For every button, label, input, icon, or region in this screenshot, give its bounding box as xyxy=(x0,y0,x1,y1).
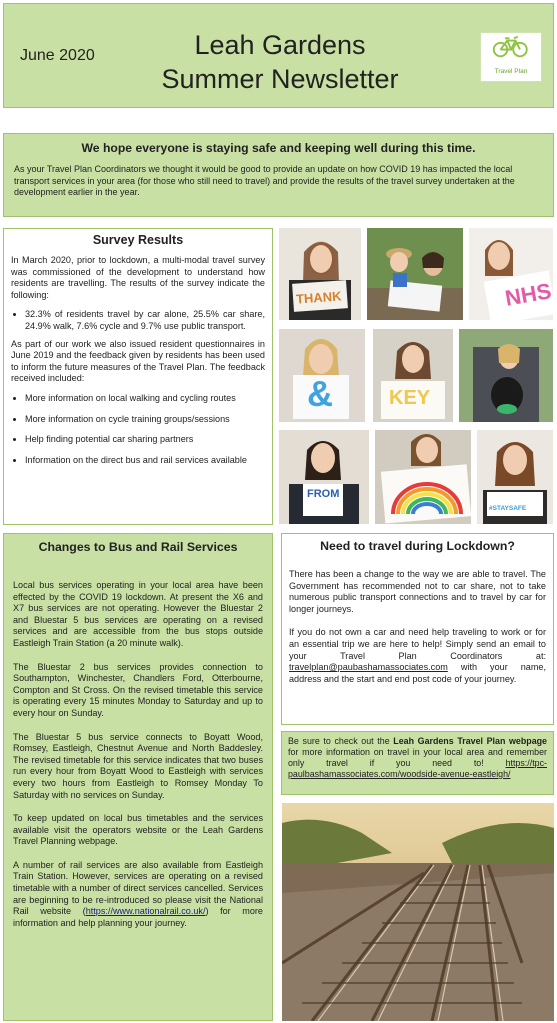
survey-stats: • 32.3% of residents travel by car alone, 25.5% car share, 24.9% walk, 7.6% cycle and 9.7% use public transport. xyxy=(25,309,265,332)
lockdown-help-after: with your name, address and the start and end post code of your journey. xyxy=(289,662,546,684)
sign-text: THANK xyxy=(295,288,342,307)
sign-text: KEY xyxy=(389,387,431,409)
list-item: • Help finding potential car sharing partners xyxy=(25,434,265,446)
photo-thank xyxy=(279,228,361,320)
header-banner xyxy=(3,3,554,108)
railway-tracks-photo xyxy=(282,803,554,1021)
webpage-text-after: for more information on travel in your local area and remember only travel if you need to! xyxy=(288,747,547,768)
survey-feedback-intro: As part of our work we also issued resident questionnaires in June 2019 and the feedback given by residents has been used to inform the future measures of the Travel Plan. The feedback received included: xyxy=(11,338,265,384)
list-item: • Information on the direct bus and rail services available xyxy=(25,455,265,467)
rail-text-after: ) for more information and help planning your journey. xyxy=(13,906,263,928)
lockdown-heading: Need to travel during Lockdown? xyxy=(320,539,515,553)
webpage-text-before: Be sure to check out the xyxy=(288,736,394,746)
photo-from xyxy=(279,430,369,524)
webpage-link[interactable]: https://tpc-paulbashamassociates.com/woodside-avenue-eastleigh/ xyxy=(288,758,547,779)
photo-key xyxy=(373,329,453,422)
survey-heading: Survey Results xyxy=(92,233,184,247)
travel-plan-logo xyxy=(480,32,542,82)
photo-nhs xyxy=(469,228,553,320)
title-line-2: Summer Newsletter xyxy=(161,64,399,94)
photo-staysafe xyxy=(477,430,553,524)
intro-panel xyxy=(3,133,554,217)
bus-rail-paragraph: To keep updated on local bus timetables and the services available visit the operators website or the Leah Gardens Travel Planning webpage. xyxy=(13,813,263,847)
bus-rail-paragraph: The Bluestar 2 bus services provides connection to Southampton, Winchester, Chandlers Ford, Otterbourne, Compton and St Cross. On the revised timetable this service is operating every 15 minutes Monday to Saturday and up to every hour on Sunday. xyxy=(13,661,263,718)
lockdown-help-text xyxy=(289,627,546,685)
webpage-panel xyxy=(281,731,554,795)
photo-family xyxy=(367,228,463,320)
list-item: • More information on local walking and cycling routes xyxy=(25,393,265,405)
lockdown-panel xyxy=(281,533,554,725)
title-line-1: Leah Gardens xyxy=(194,30,366,60)
lockdown-help-before: If you do not own a car and need help traveling to work or for an essential trip we are here to help! Simply send an email to your Travel Plan Coordinators at: xyxy=(289,627,546,661)
logo-caption: Travel Plan xyxy=(494,68,528,75)
bus-rail-panel xyxy=(3,533,273,1021)
sign-text: & xyxy=(307,373,333,414)
survey-panel xyxy=(3,228,273,525)
photo-rainbow xyxy=(375,430,471,524)
feedback-list xyxy=(11,393,265,466)
bus-rail-paragraph: Local bus services operating in your local area have been effected by the COVID 19 lockdown. At present the X6 and X7 bus services are not operating. However the Bluestar 2 and Bluestar 5 bus services are operating on a revised services and are accessible from the bus stops outside Eastleigh Train Station (a 20 minute walk). xyxy=(13,580,263,648)
sign-text: #STAYSAFE xyxy=(489,505,527,512)
intro-text: As your Travel Plan Coordinators we thought it would be good to provide an update on how COVID 19 has impacted the local transport services in your area (for those who still need to travel) and provide the results of the travel survey undertaken at the development earlier in the year. xyxy=(14,164,515,198)
rail-text-before: A number of rail services are also available from Eastleigh Train Station. However, services are operating on a revised timetable with a number of direct services cancelled. Services are beginning to be re-introduced so please visit the National Rail website ( xyxy=(13,859,263,917)
photo-ampersand xyxy=(279,329,365,422)
bicycle-icon xyxy=(481,33,541,69)
webpage-bold: Leah Gardens Travel Plan webpage xyxy=(393,736,547,746)
lockdown-text: There has been a change to the way we are able to travel. The Government has recommended not to car share, not to take numerous public transport connections and to travel by car for longer journeys. xyxy=(289,569,546,614)
sign-text: FROM xyxy=(307,488,340,500)
survey-intro: In March 2020, prior to lockdown, a multi-modal travel survey was commissioned of the development to understand how residents are travelling. The results of the survey indicate the following: xyxy=(11,255,265,300)
email-link[interactable]: travelplan@paubashamassociates.com xyxy=(289,662,448,673)
sign-text: NHS xyxy=(503,278,553,311)
bus-rail-heading: Changes to Bus and Rail Services xyxy=(38,540,238,554)
issue-date: June 2020 xyxy=(20,47,95,64)
survey-stats-list xyxy=(11,309,265,332)
bus-rail-paragraph: The Bluestar 5 bus service connects to Boyatt Wood, Romsey, Eastleigh, Chestnut Avenue and North Baddesley. The revised timetable for this service indicates that two buses run every hour from Boyatt Wood to Eastleigh with services every two hours from Eastleigh to Romsey Monday To Saturday with no services on Sunday. xyxy=(13,731,263,800)
list-item: • More information on cycle training groups/sessions xyxy=(25,414,265,426)
newsletter-title xyxy=(122,28,438,96)
intro-heading: We hope everyone is staying safe and keeping well during this time. xyxy=(81,141,476,155)
national-rail-link[interactable]: https://www.nationalrail.co.uk/ xyxy=(85,906,206,917)
rail-paragraph xyxy=(13,860,263,930)
photo-dog xyxy=(459,329,553,422)
webpage-text xyxy=(288,736,547,780)
